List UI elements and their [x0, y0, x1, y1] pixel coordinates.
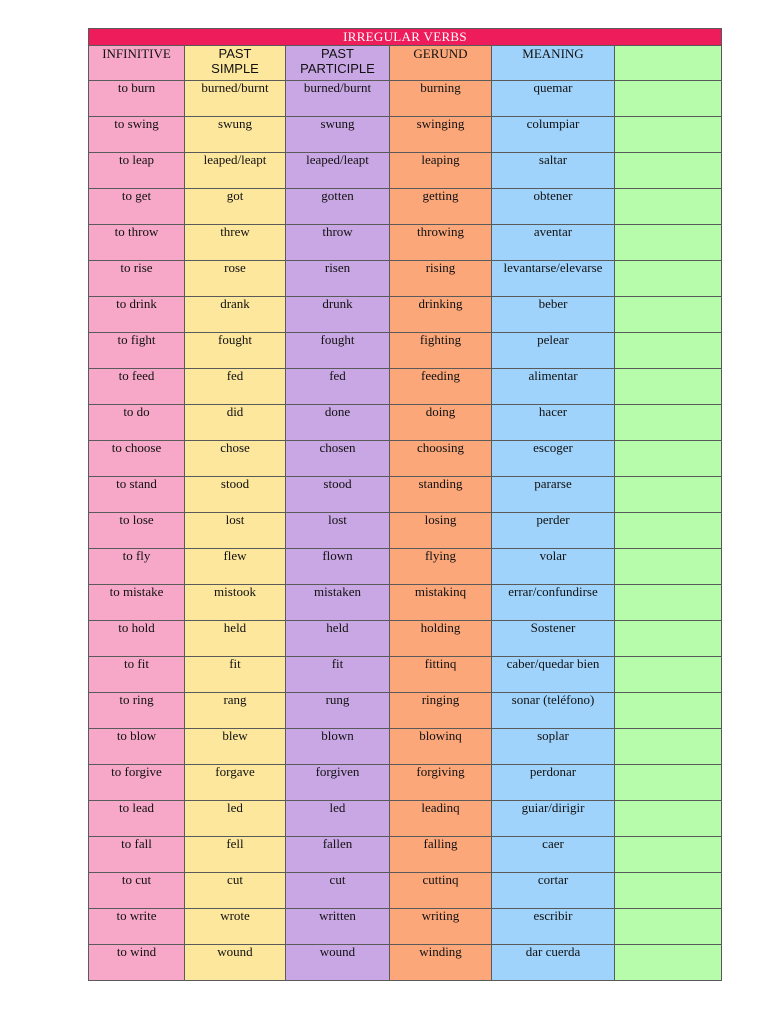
header-extra: [615, 46, 722, 81]
cell-infinitive: to mistake: [89, 585, 185, 621]
cell-meaning: guiar/dirigir: [492, 801, 615, 837]
cell-gerund: feeding: [390, 369, 492, 405]
cell-extra: [615, 297, 722, 333]
cell-meaning: columpiar: [492, 117, 615, 153]
cell-past-participle: leaped/leapt: [286, 153, 390, 189]
cell-meaning: escoger: [492, 441, 615, 477]
cell-meaning: sonar (teléfono): [492, 693, 615, 729]
cell-past-participle: rung: [286, 693, 390, 729]
cell-meaning: alimentar: [492, 369, 615, 405]
cell-meaning: perder: [492, 513, 615, 549]
cell-past-participle: fought: [286, 333, 390, 369]
cell-past-simple: led: [185, 801, 286, 837]
cell-infinitive: to burn: [89, 81, 185, 117]
cell-past-participle: fit: [286, 657, 390, 693]
cell-infinitive: to feed: [89, 369, 185, 405]
header-gerund-label: GERUND: [413, 46, 468, 61]
cell-meaning: levantarse/elevarse: [492, 261, 615, 297]
cell-past-participle: flown: [286, 549, 390, 585]
cell-gerund: drinking: [390, 297, 492, 333]
cell-past-participle: wound: [286, 945, 390, 981]
table-row: [89, 513, 722, 549]
cell-gerund: standing: [390, 477, 492, 513]
cell-meaning: caber/quedar bien: [492, 657, 615, 693]
cell-infinitive: to lead: [89, 801, 185, 837]
cell-past-participle: fallen: [286, 837, 390, 873]
cell-meaning: beber: [492, 297, 615, 333]
cell-gerund: flying: [390, 549, 492, 585]
cell-gerund: forgiving: [390, 765, 492, 801]
table-row: [89, 369, 722, 405]
cell-infinitive: to blow: [89, 729, 185, 765]
cell-gerund: fittinq: [390, 657, 492, 693]
cell-past-simple: did: [185, 405, 286, 441]
cell-infinitive: to write: [89, 909, 185, 945]
cell-infinitive: to fly: [89, 549, 185, 585]
cell-extra: [615, 477, 722, 513]
cell-past-participle: fed: [286, 369, 390, 405]
table-row: [89, 549, 722, 585]
cell-infinitive: to stand: [89, 477, 185, 513]
cell-gerund: leadinq: [390, 801, 492, 837]
verb-rows: [89, 81, 722, 981]
cell-past-simple: lost: [185, 513, 286, 549]
cell-past-simple: wrote: [185, 909, 286, 945]
header-meaning-label: MEANING: [522, 46, 584, 61]
table-row: [89, 945, 722, 981]
cell-infinitive: to hold: [89, 621, 185, 657]
cell-past-participle: forgiven: [286, 765, 390, 801]
cell-extra: [615, 441, 722, 477]
cell-extra: [615, 693, 722, 729]
cell-infinitive: to cut: [89, 873, 185, 909]
cell-gerund: getting: [390, 189, 492, 225]
header-past-simple-line1: PAST: [218, 46, 252, 61]
cell-past-participle: cut: [286, 873, 390, 909]
table-row: [89, 729, 722, 765]
cell-infinitive: to forgive: [89, 765, 185, 801]
cell-extra: [615, 405, 722, 441]
header-infinitive-label: INFINITIVE: [102, 46, 171, 61]
irregular-verbs-table: [88, 28, 722, 981]
cell-gerund: choosing: [390, 441, 492, 477]
cell-extra: [615, 585, 722, 621]
cell-gerund: blowinq: [390, 729, 492, 765]
table-row: [89, 297, 722, 333]
cell-past-simple: stood: [185, 477, 286, 513]
table-row: [89, 405, 722, 441]
cell-extra: [615, 765, 722, 801]
cell-infinitive: to ring: [89, 693, 185, 729]
cell-meaning: aventar: [492, 225, 615, 261]
cell-extra: [615, 333, 722, 369]
cell-extra: [615, 369, 722, 405]
cell-meaning: saltar: [492, 153, 615, 189]
table-row: [89, 477, 722, 513]
cell-gerund: leaping: [390, 153, 492, 189]
cell-past-participle: stood: [286, 477, 390, 513]
cell-past-participle: chosen: [286, 441, 390, 477]
cell-infinitive: to do: [89, 405, 185, 441]
cell-gerund: losing: [390, 513, 492, 549]
cell-past-participle: held: [286, 621, 390, 657]
cell-past-participle: throw: [286, 225, 390, 261]
cell-infinitive: to throw: [89, 225, 185, 261]
cell-infinitive: to fight: [89, 333, 185, 369]
table-row: [89, 693, 722, 729]
cell-gerund: falling: [390, 837, 492, 873]
cell-extra: [615, 189, 722, 225]
title-row: [89, 29, 722, 46]
cell-past-simple: got: [185, 189, 286, 225]
cell-past-simple: cut: [185, 873, 286, 909]
table-title: IRREGULAR VERBS: [89, 29, 722, 46]
cell-past-participle: led: [286, 801, 390, 837]
cell-meaning: volar: [492, 549, 615, 585]
table-row: [89, 81, 722, 117]
table-row: [89, 441, 722, 477]
cell-past-simple: fed: [185, 369, 286, 405]
table-row: [89, 153, 722, 189]
cell-past-participle: burned/burnt: [286, 81, 390, 117]
header-past-participle-line1: PAST: [321, 46, 354, 61]
cell-infinitive: to wind: [89, 945, 185, 981]
table-row: [89, 909, 722, 945]
cell-past-participle: written: [286, 909, 390, 945]
header-past-participle: [286, 46, 390, 81]
cell-infinitive: to leap: [89, 153, 185, 189]
cell-infinitive: to get: [89, 189, 185, 225]
cell-past-participle: gotten: [286, 189, 390, 225]
cell-extra: [615, 261, 722, 297]
table-row: [89, 117, 722, 153]
cell-extra: [615, 801, 722, 837]
cell-meaning: escribir: [492, 909, 615, 945]
cell-past-participle: drunk: [286, 297, 390, 333]
cell-gerund: cuttinq: [390, 873, 492, 909]
table-row: [89, 657, 722, 693]
cell-meaning: Sostener: [492, 621, 615, 657]
cell-meaning: soplar: [492, 729, 615, 765]
cell-gerund: burning: [390, 81, 492, 117]
cell-past-simple: burned/burnt: [185, 81, 286, 117]
cell-gerund: mistakinq: [390, 585, 492, 621]
cell-past-participle: swung: [286, 117, 390, 153]
table-row: [89, 261, 722, 297]
cell-extra: [615, 549, 722, 585]
cell-past-participle: risen: [286, 261, 390, 297]
table-row: [89, 765, 722, 801]
cell-past-simple: rose: [185, 261, 286, 297]
table-row: [89, 585, 722, 621]
cell-meaning: cortar: [492, 873, 615, 909]
cell-gerund: ringing: [390, 693, 492, 729]
cell-gerund: rising: [390, 261, 492, 297]
cell-infinitive: to fit: [89, 657, 185, 693]
cell-gerund: doing: [390, 405, 492, 441]
cell-meaning: quemar: [492, 81, 615, 117]
cell-gerund: swinging: [390, 117, 492, 153]
cell-past-participle: lost: [286, 513, 390, 549]
cell-past-participle: mistaken: [286, 585, 390, 621]
cell-past-simple: drank: [185, 297, 286, 333]
cell-extra: [615, 153, 722, 189]
cell-extra: [615, 873, 722, 909]
table-row: [89, 621, 722, 657]
table-row: [89, 873, 722, 909]
cell-extra: [615, 225, 722, 261]
cell-past-simple: fought: [185, 333, 286, 369]
cell-gerund: throwing: [390, 225, 492, 261]
cell-meaning: caer: [492, 837, 615, 873]
cell-past-simple: chose: [185, 441, 286, 477]
cell-extra: [615, 837, 722, 873]
cell-past-simple: mistook: [185, 585, 286, 621]
cell-past-simple: threw: [185, 225, 286, 261]
cell-gerund: holding: [390, 621, 492, 657]
cell-extra: [615, 909, 722, 945]
cell-meaning: perdonar: [492, 765, 615, 801]
cell-extra: [615, 513, 722, 549]
cell-extra: [615, 117, 722, 153]
cell-extra: [615, 657, 722, 693]
header-past-simple-line2: SIMPLE: [211, 61, 259, 76]
header-gerund: [390, 46, 492, 81]
cell-past-simple: leaped/leapt: [185, 153, 286, 189]
header-past-participle-line2: PARTICIPLE: [300, 61, 375, 76]
cell-past-simple: flew: [185, 549, 286, 585]
cell-past-simple: fit: [185, 657, 286, 693]
cell-extra: [615, 729, 722, 765]
cell-extra: [615, 81, 722, 117]
cell-infinitive: to rise: [89, 261, 185, 297]
cell-past-simple: fell: [185, 837, 286, 873]
cell-past-simple: blew: [185, 729, 286, 765]
cell-meaning: pelear: [492, 333, 615, 369]
cell-past-simple: rang: [185, 693, 286, 729]
table-row: [89, 189, 722, 225]
cell-gerund: winding: [390, 945, 492, 981]
cell-past-simple: held: [185, 621, 286, 657]
cell-meaning: errar/confundirse: [492, 585, 615, 621]
cell-extra: [615, 945, 722, 981]
cell-meaning: pararse: [492, 477, 615, 513]
cell-meaning: obtener: [492, 189, 615, 225]
table-row: [89, 837, 722, 873]
cell-gerund: writing: [390, 909, 492, 945]
cell-meaning: dar cuerda: [492, 945, 615, 981]
cell-infinitive: to choose: [89, 441, 185, 477]
cell-infinitive: to swing: [89, 117, 185, 153]
table-row: [89, 333, 722, 369]
cell-past-simple: wound: [185, 945, 286, 981]
cell-extra: [615, 621, 722, 657]
header-row: [89, 46, 722, 81]
cell-past-participle: blown: [286, 729, 390, 765]
header-meaning: [492, 46, 615, 81]
header-infinitive: [89, 46, 185, 81]
table-row: [89, 801, 722, 837]
cell-gerund: fighting: [390, 333, 492, 369]
cell-meaning: hacer: [492, 405, 615, 441]
cell-infinitive: to fall: [89, 837, 185, 873]
cell-past-participle: done: [286, 405, 390, 441]
table-row: [89, 225, 722, 261]
cell-past-simple: swung: [185, 117, 286, 153]
header-past-simple: [185, 46, 286, 81]
cell-past-simple: forgave: [185, 765, 286, 801]
cell-infinitive: to drink: [89, 297, 185, 333]
cell-infinitive: to lose: [89, 513, 185, 549]
